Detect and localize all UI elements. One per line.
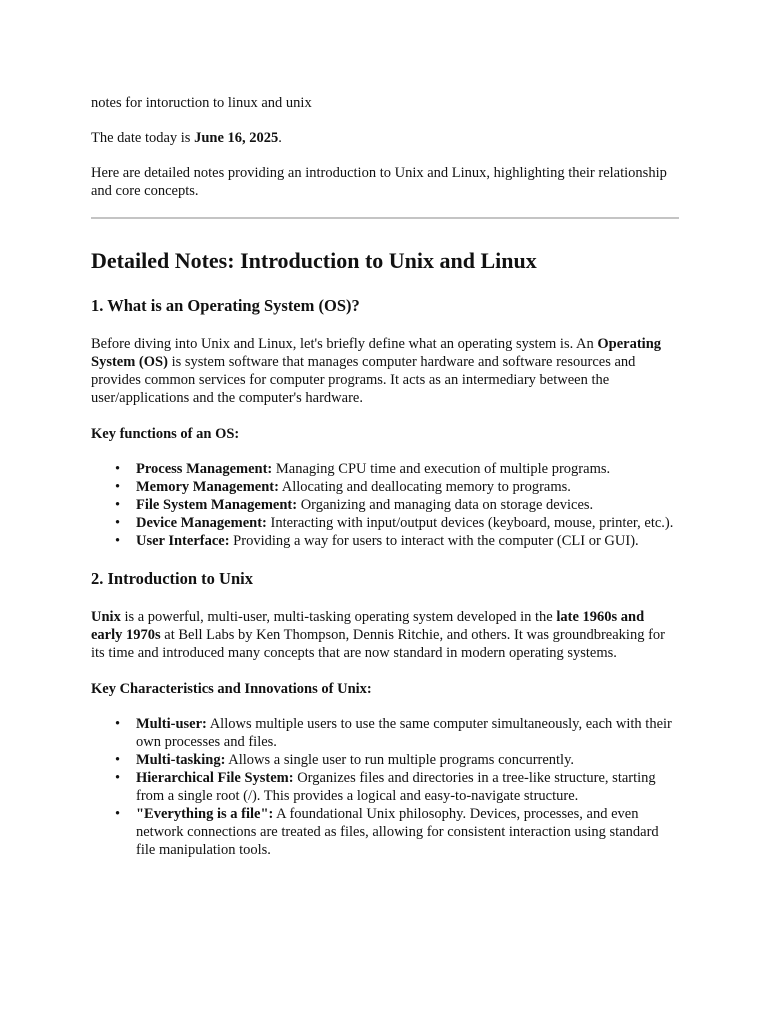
list-item-term: Multi-tasking:	[136, 752, 226, 768]
list-item-desc: Organizing and managing data on storage devices.	[297, 497, 594, 513]
os-functions-list	[91, 460, 679, 550]
bullet-icon: •	[115, 461, 121, 477]
bullet-icon: •	[115, 806, 121, 822]
bullet-icon: •	[115, 770, 121, 786]
list-item-term: Device Management:	[136, 515, 267, 531]
section1-para-b: is system software that manages computer hardware and software resources and provides common services for computer programs. It acts as an intermediary between the user/applications and the computer's hardware.	[91, 354, 636, 406]
section1-paragraph	[91, 335, 679, 407]
bullet-icon: •	[115, 716, 121, 732]
list-item-desc: Organizes files and directories in a tree-like structure, starting from a single root (/). This provides a logical and easy-to-navigate structure.	[136, 770, 656, 804]
list-item-desc: Allows a single user to run multiple programs concurrently.	[225, 752, 575, 768]
list-item	[115, 532, 679, 550]
section2-key-heading: Key Characteristics and Innovations of Unix:	[91, 681, 372, 697]
list-item	[115, 496, 679, 514]
list-item	[115, 514, 679, 532]
bullet-icon: •	[115, 515, 121, 531]
list-item	[115, 769, 679, 805]
date-line	[91, 129, 679, 147]
list-item-desc: Allocating and deallocating memory to programs.	[278, 479, 571, 495]
section1-para-a: Before diving into Unix and Linux, let's briefly define what an operating system is. An	[91, 336, 598, 352]
section1-heading: 1. What is an Operating System (OS)?	[91, 296, 360, 315]
section2-para-bold1: Unix	[91, 609, 121, 625]
date-prefix: The date today is	[91, 130, 195, 146]
list-item-desc: Interacting with input/output devices (keyboard, mouse, printer, etc.).	[266, 515, 674, 531]
bullet-icon: •	[115, 752, 121, 768]
section2-paragraph	[91, 608, 679, 662]
date-value: June 16, 2025	[194, 130, 279, 146]
unix-characteristics-list	[91, 715, 679, 859]
main-heading: Detailed Notes: Introduction to Unix and Linux	[91, 248, 537, 273]
list-item-desc: Allows multiple users to use the same computer simultaneously, each with their own processes and files.	[136, 716, 672, 750]
intro-paragraph: Here are detailed notes providing an introduction to Unix and Linux, highlighting their relationship and core concepts.	[91, 165, 667, 199]
list-item-term: User Interface:	[136, 533, 230, 549]
section2-heading: 2. Introduction to Unix	[91, 569, 253, 588]
divider	[91, 217, 679, 219]
bullet-icon: •	[115, 533, 121, 549]
document-page	[91, 94, 679, 877]
list-item-term: Process Management:	[136, 461, 273, 477]
list-item	[115, 751, 679, 769]
list-item-term: Memory Management:	[136, 479, 279, 495]
section2-para-b: at Bell Labs by Ken Thompson, Dennis Ritchie, and others. It was groundbreaking for its time and introduced many concepts that are now standard in modern operating systems.	[91, 627, 665, 661]
list-item-term: Hierarchical File System:	[136, 770, 294, 786]
list-item	[115, 805, 679, 859]
list-item-term: File System Management:	[136, 497, 298, 513]
section1-key-heading: Key functions of an OS:	[91, 426, 240, 442]
list-item	[115, 460, 679, 478]
list-item-desc: Managing CPU time and execution of multiple programs.	[272, 461, 611, 477]
date-suffix: .	[278, 130, 282, 146]
section1-para-bold: Operating System (OS)	[91, 336, 662, 370]
list-item-term: "Everything is a file":	[136, 806, 274, 822]
section2-para-a: is a powerful, multi-user, multi-tasking operating system developed in the	[120, 609, 557, 625]
list-item	[115, 715, 679, 751]
section2-para-bold2: late 1960s and early 1970s	[91, 609, 645, 643]
bullet-icon: •	[115, 497, 121, 513]
note-title-line: notes for intoruction to linux and unix	[91, 95, 312, 111]
list-item-term: Multi-user:	[136, 716, 207, 732]
bullet-icon: •	[115, 479, 121, 495]
list-item-desc: Providing a way for users to interact with the computer (CLI or GUI).	[229, 533, 639, 549]
list-item-desc: A foundational Unix philosophy. Devices, processes, and even network connections are treated as files, allowing for consistent interaction using standard file manipulation tools.	[136, 806, 659, 858]
list-item	[115, 478, 679, 496]
